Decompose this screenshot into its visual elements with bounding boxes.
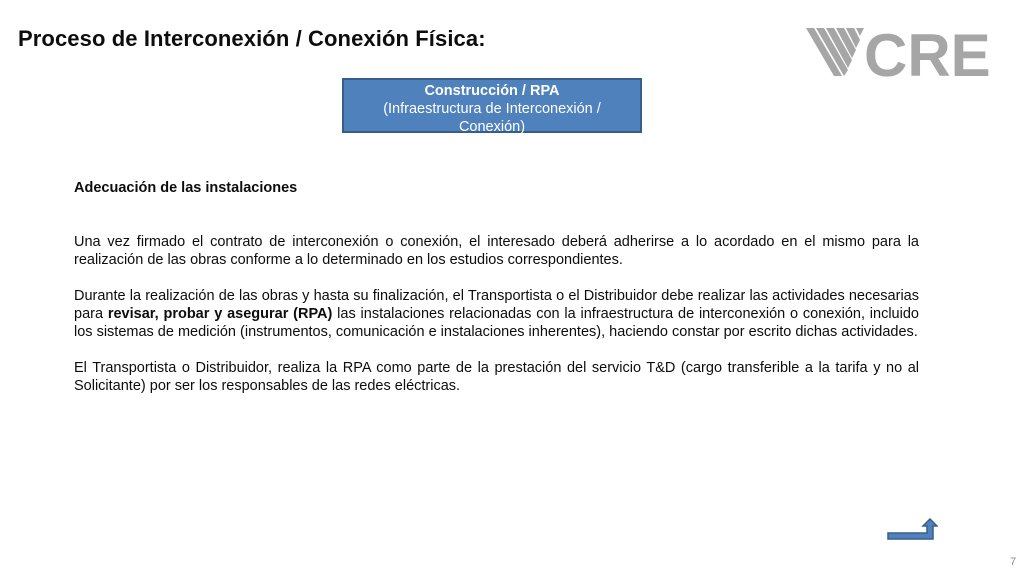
phase-title: Construcción / RPA	[424, 83, 560, 99]
cre-logo	[806, 26, 998, 80]
paragraph-1: Una vez firmado el contrato de interconexión o conexión, el interesado deberá adherirse a lo acordado en el mismo para la realización de las obras conforme a lo determinado en los estudios correspondientes.	[74, 234, 919, 268]
svg-text:CRE: CRE	[864, 26, 991, 80]
phase-subtitle-line1: (Infraestructura de Interconexión /	[383, 101, 601, 117]
paragraph-2-end: las instalaciones relacionadas con la infraestructura de interconexión o conexión, incluido los sistemas de medición (instrumentos, comunicación e instalaciones inherentes), haciendo constar por escrito dichas actividades.	[74, 306, 919, 340]
return-arrow-icon[interactable]	[886, 518, 938, 542]
content-body	[74, 179, 919, 413]
slide-title: Proceso de Interconexión / Conexión Física:	[18, 26, 486, 51]
phase-subtitle-line2: Conexión)	[458, 119, 526, 135]
page-number: 7	[1010, 556, 1017, 568]
section-heading: Adecuación de las instalaciones	[74, 180, 298, 196]
phase-box	[342, 78, 642, 133]
paragraph-2-bold: revisar, probar y asegurar (RPA)	[107, 306, 333, 322]
paragraph-3: El Transportista o Distribuidor, realiza la RPA como parte de la prestación del servicio T&D (cargo transferible a la tarifa y no al Solicitante) por ser los responsables de las redes eléctricas.	[74, 360, 919, 394]
paragraph-2	[74, 287, 919, 341]
paragraph-2-start: Durante la realización de las obras y hasta su finalización, el Transportista o el Distribuidor debe realizar las actividades necesarias para	[74, 288, 919, 322]
